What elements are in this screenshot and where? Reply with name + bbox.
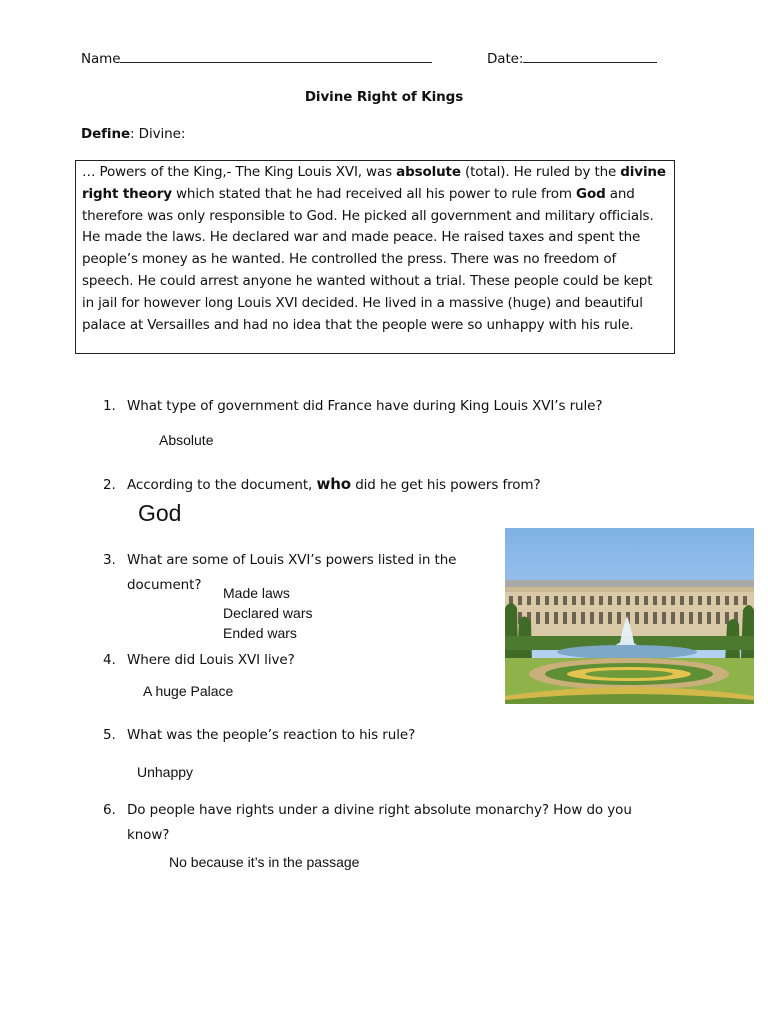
question-text: What type of government did France have during King Louis XVI’s rule? [127, 398, 603, 414]
question-number: 2. [103, 477, 116, 493]
question-4 [103, 652, 295, 668]
question-text: Where did Louis XVI live? [127, 652, 295, 668]
date-blank-line[interactable] [523, 50, 657, 63]
answer-3-item: Declared wars [223, 605, 313, 621]
name-field[interactable] [81, 50, 432, 67]
question-number: 1. [103, 398, 116, 414]
passage-part-2: (total). He ruled by the [460, 164, 621, 180]
name-blank-line[interactable] [120, 50, 432, 63]
define-line [81, 126, 185, 142]
question-number: 6. [103, 802, 116, 818]
palace-illustration [505, 528, 754, 704]
question-text-line-1: What are some of Louis XVI’s powers listed in the [127, 552, 457, 568]
answer-2[interactable]: God [138, 500, 182, 526]
answer-3-item: Made laws [223, 585, 290, 601]
answer-3-item: Ended wars [223, 625, 297, 641]
answer-5[interactable]: Unhappy [137, 764, 194, 780]
answer-6[interactable]: No because it’s in the passage [169, 854, 360, 870]
passage-part-1: … Powers of the King,- The King Louis XVI, was [82, 164, 397, 180]
question-text-line-1: Do people have rights under a divine right absolute monarchy? How do you [127, 802, 632, 818]
question-1 [103, 398, 602, 414]
question-3 [103, 552, 456, 568]
date-field[interactable] [487, 50, 657, 67]
question-6-line-2: know? [127, 827, 170, 843]
passage-box [75, 160, 675, 354]
define-label: Define [81, 126, 131, 142]
question-text-after: did he get his powers from? [351, 477, 541, 493]
versailles-palace-photo [505, 528, 754, 704]
question-number: 3. [103, 552, 116, 568]
question-text-bold: who [316, 475, 351, 493]
name-label: Name [81, 51, 121, 67]
question-5 [103, 727, 415, 743]
question-3-line-2: document? [127, 577, 202, 593]
page-title: Divine Right of Kings [304, 89, 464, 105]
passage-text [82, 162, 668, 336]
define-rest: : Divine: [130, 126, 186, 142]
question-text-before: According to the document, [127, 477, 317, 493]
passage-bold-absolute: absolute [396, 164, 461, 180]
question-2 [103, 475, 541, 493]
passage-bold-divine-right: divine right theory [82, 164, 666, 202]
question-number: 4. [103, 652, 116, 668]
passage-part-4: and therefore was only responsible to God. He picked all government and military officials. He made the laws. He declared war and made peace. He raised taxes and spent the people’s money as he wanted. He controlled the press. There was no freedom of speech. He could arrest anyone he wanted without a trial. These people could be kept in jail for however long Louis XVI decided. He lived in a massive (huge) and beautiful palace at Versailles and had no idea that the people were so unhappy with his rule. [82, 185, 654, 333]
passage-bold-god: God [576, 185, 606, 202]
answer-4[interactable]: A huge Palace [143, 683, 234, 699]
question-number: 5. [103, 727, 116, 743]
answer-3-list[interactable] [223, 583, 312, 643]
passage-part-3: which stated that he had received all his power to rule from [171, 185, 577, 202]
question-text: What was the people’s reaction to his rule? [127, 727, 416, 743]
date-label: Date: [487, 51, 524, 67]
question-6 [103, 802, 632, 818]
answer-1[interactable]: Absolute [159, 432, 214, 448]
